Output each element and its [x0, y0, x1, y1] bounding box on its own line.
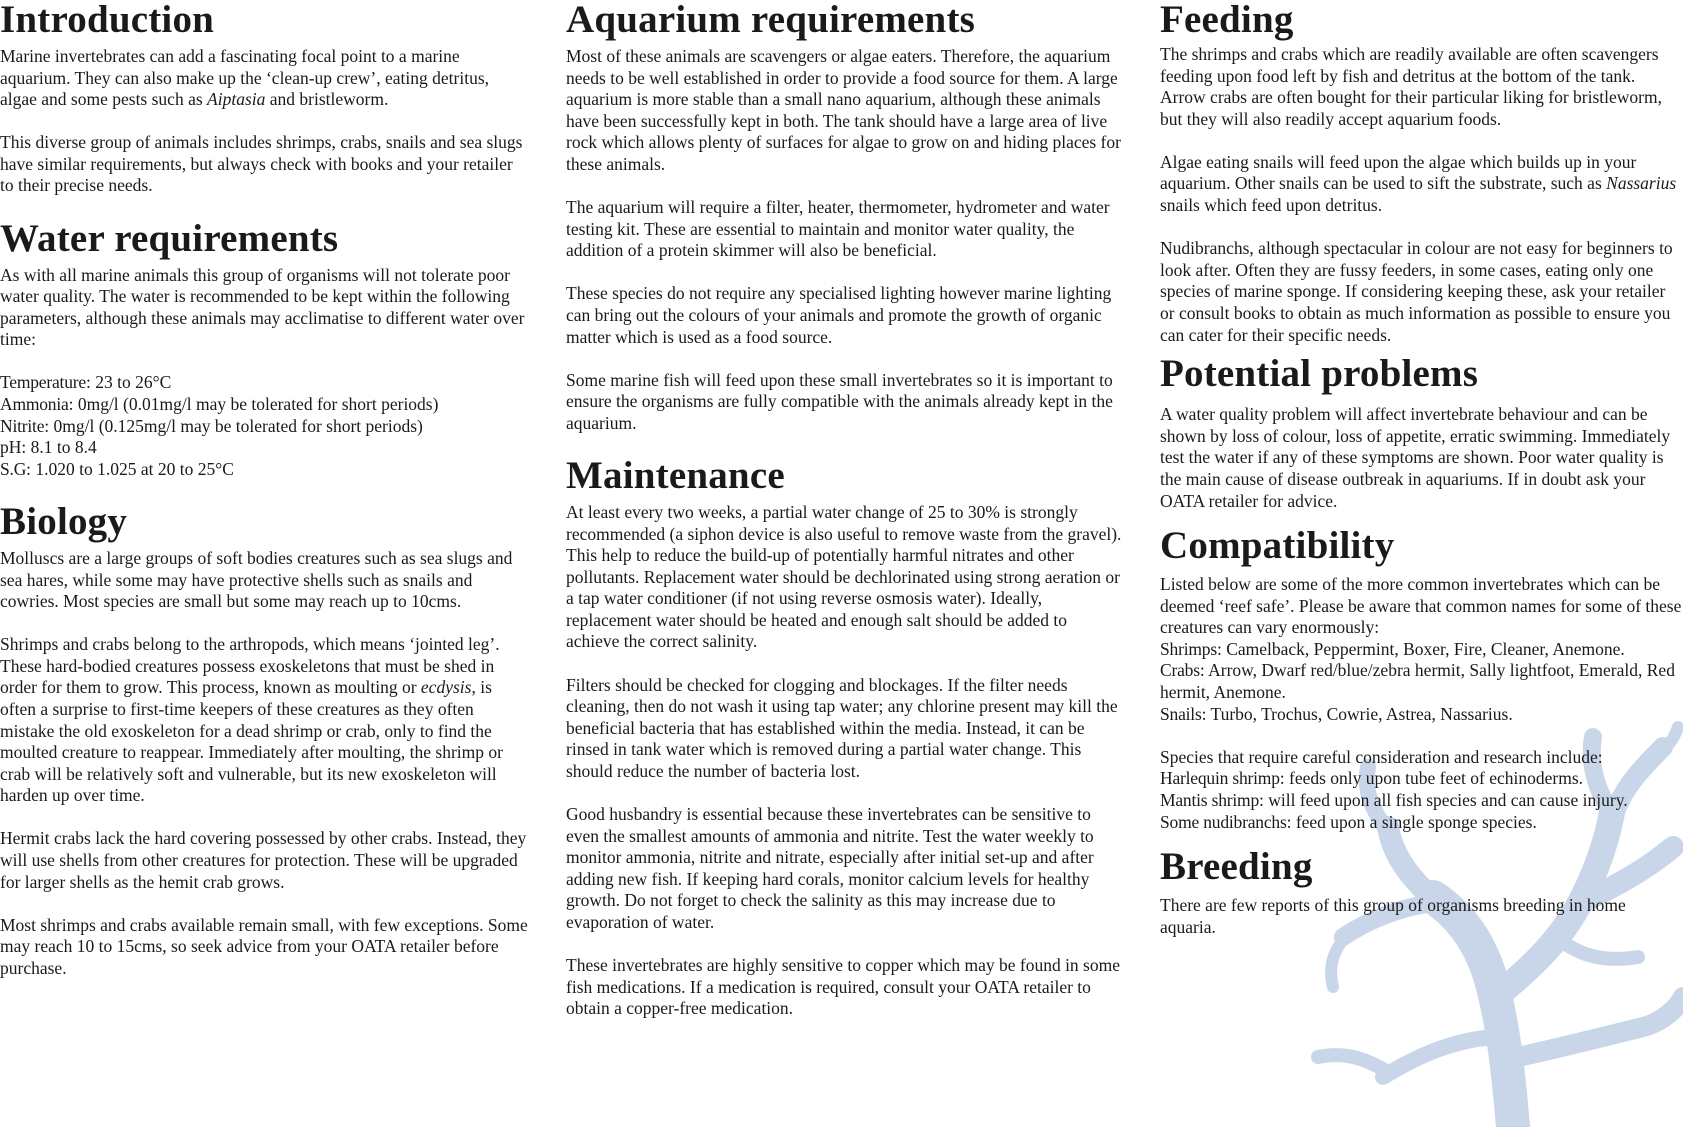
biology-section [0, 499, 530, 980]
column-left [0, 0, 530, 980]
reef-safe-snails: Snails: Turbo, Trochus, Cowrie, Astrea, Nassarius. [1160, 703, 1513, 724]
aquarium-requirements-section [566, 0, 1122, 434]
careful-nudibranchs: Some nudibranchs: feed upon a single sponge species. [1160, 811, 1537, 832]
biology-paragraph-3: Hermit crabs lack the hard covering possessed by other crabs. Instead, they will use shells from other creatures for protection. These will be upgraded for larger shells as the hemit crab grows. [0, 828, 527, 892]
reef-safe-shrimps: Shrimps: Camelback, Peppermint, Boxer, Fire, Cleaner, Anemone. [1160, 638, 1625, 659]
breeding-section [1160, 847, 1683, 938]
biology-heading: Biology [0, 499, 128, 543]
careful-mantis-shrimp: Mantis shrimp: will feed upon all fish species and can cause injury. [1160, 789, 1628, 810]
water-requirements-paragraph: As with all marine animals this group of organisms will not tolerate poor water quality. The water is recommended to be kept within the following parameters, although these animals may acclimatise to different water over time: [0, 264, 525, 350]
feeding-paragraph-2: Algae eating snails will feed upon the algae which builds up in your aquarium. Other snails can be used to sift the substrate, such as Nassarius snails which feed upon detritus. [1160, 151, 1677, 216]
column-middle [566, 0, 1122, 1020]
maintenance-paragraph-3: Good husbandry is essential because these invertebrates can be sensitive to even the smallest amounts of ammonia and nitrite. Test the water weekly to monitor ammonia, nitrite and nitrate, especially after initial set-up and after adding new fish. If keeping hard corals, monitor calcium levels for healthy growth. Do not forget to check the salinity as this may increase due to evaporation of water. [566, 804, 1094, 932]
reef-safe-list [1160, 639, 1683, 725]
feeding-paragraph-1: The shrimps and crabs which are readily available are often scavengers feeding upon food left by fish and detritus at the bottom of the tank. Arrow crabs are often bought for their particular liking for bristleworm, but they will also readily accept aquarium foods. [1160, 44, 1662, 129]
param-nitrite: Nitrite: 0mg/l (0.125mg/l may be tolerated for short periods) [0, 415, 423, 436]
param-ph: pH: 8.1 to 8.4 [0, 437, 97, 458]
biology-paragraph-2: Shrimps and crabs belong to the arthropods, which means ‘jointed leg’. These hard-bodied creatures possess exoskeletons that must be shed in order for them to grow. This process, known as moulting or ecdysis, is often a surprise to first-time keepers of these creatures as they often mistake the old exoskeleton for a dead shrimp or crab, only to find the moulted creature to reappear. Immediately after moulting, the shrimp or crab will be relatively soft and vulnerable, but its new exoskeleton will harden up over time. [0, 634, 503, 806]
water-requirements-heading: Water requirements [0, 216, 339, 260]
introduction-paragraph-2: This diverse group of animals includes shrimps, crabs, snails and sea slugs have similar requirements, but always check with books and your retailer to their precise needs. [0, 132, 523, 196]
potential-problems-heading: Potential problems [1160, 352, 1479, 396]
column-right [1160, 0, 1683, 938]
potential-problems-section [1160, 354, 1683, 512]
aquarium-paragraph-4: Some marine fish will feed upon these small invertebrates so it is important to ensure the organisms are fully compatible with the animals already kept in the aquarium. [566, 369, 1113, 433]
aquarium-paragraph-2: The aquarium will require a filter, heater, thermometer, hydrometer and water testing kit. These are essential to maintain and monitor water quality, the addition of a protein skimmer will also be beneficial. [566, 197, 1110, 261]
compatibility-paragraph-2: Species that require careful consideration and research include: [1160, 746, 1603, 767]
careful-species-list [1160, 768, 1683, 833]
breeding-paragraph: There are few reports of this group of organisms breeding in home aquaria. [1160, 895, 1626, 937]
careful-harlequin-shrimp: Harlequin shrimp: feeds only upon tube feet of echinoderms. [1160, 768, 1584, 789]
biology-paragraph-4: Most shrimps and crabs available remain small, with few exceptions. Some may reach 10 to 15cms, so seek advice from your OATA retailer before purchase. [0, 914, 528, 978]
introduction-paragraph-1: Marine invertebrates can add a fascinating focal point to a marine aquarium. They can also make up the ‘clean-up crew’, eating detritus, algae and some pests such as Aiptasia and bristleworm. [0, 46, 490, 110]
water-parameters-list [0, 372, 530, 480]
maintenance-paragraph-4: These invertebrates are highly sensitive to copper which may be found in some fish medications. If a medication is required, consult your OATA retailer to obtain a copper-free medication. [566, 955, 1121, 1019]
potential-problems-paragraph: A water quality problem will affect invertebrate behaviour and can be shown by loss of colour, loss of appetite, erratic swimming. Immediately test the water if any of these symptoms are shown. Poor water quality is the main cause of disease outbreak in aquariums. If in doubt ask your OATA retailer for advice. [1160, 404, 1671, 511]
compatibility-section [1160, 526, 1683, 833]
maintenance-heading: Maintenance [566, 453, 785, 497]
reef-safe-crabs: Crabs: Arrow, Dwarf red/blue/zebra hermit, Sally lightfoot, Emerald, Red hermit, Anemone. [1160, 660, 1675, 703]
biology-paragraph-1: Molluscs are a large groups of soft bodies creatures such as sea slugs and sea hares, while some may have protective shells such as snails and cowries. Most species are small but some may reach up to 10cms. [0, 547, 513, 612]
aquarium-requirements-heading: Aquarium requirements [566, 0, 976, 41]
feeding-heading: Feeding [1160, 0, 1294, 41]
compatibility-paragraph-1: Listed below are some of the more common invertebrates which can be deemed ‘reef safe’. Please be aware that common names for some of these creatures can vary enormously: [1160, 574, 1682, 638]
param-sg: S.G: 1.020 to 1.025 at 20 to 25°C [0, 458, 234, 479]
aquarium-paragraph-3: These species do not require any specialised lighting however marine lighting can bring out the colours of your animals and promote the growth of organic matter which is used as a food source. [566, 283, 1112, 347]
water-requirements-section [0, 216, 530, 481]
maintenance-section [566, 453, 1122, 1020]
param-ammonia: Ammonia: 0mg/l (0.01mg/l may be tolerated for short periods) [0, 394, 439, 415]
maintenance-paragraph-1: At least every two weeks, a partial water change of 25 to 30% is strongly recommended (a siphon device is also useful to remove waste from the gravel). This help to reduce the build-up of potentially harmful nitrates and other pollutants. Replacement water should be dechlorinated using strong aeration or a tap water conditioner (if not using reverse osmosis water). Ideally, replacement water should be heated and enough salt should be added to achieve the correct salinity. [566, 501, 1122, 652]
introduction-section [0, 0, 530, 197]
introduction-heading: Introduction [0, 0, 215, 41]
feeding-section [1160, 0, 1683, 346]
param-temperature: Temperature: 23 to 26°C [0, 372, 172, 393]
aquarium-paragraph-1: Most of these animals are scavengers or algae eaters. Therefore, the aquarium needs to be well established in order to provide a food source for them. A large aquarium is more stable than a small nano aquarium, although these animals have been successfully kept in both. The tank should have a large area of live rock which allows plenty of surfaces for algae to grow on and hiding places for these animals. [566, 46, 1121, 174]
breeding-heading: Breeding [1160, 845, 1313, 889]
compatibility-heading: Compatibility [1160, 524, 1395, 568]
maintenance-paragraph-2: Filters should be checked for clogging and blockages. If the filter needs cleaning, then do not wash it using tap water; any chlorine present may kill the beneficial bacteria that has established within the media. Instead, it can be rinsed in tank water which is removed during a partial water change. This should reduce the number of bacteria lost. [566, 674, 1118, 781]
feeding-paragraph-3: Nudibranchs, although spectacular in colour are not easy for beginners to look after. Often they are fussy feeders, in some cases, eating only one species of marine sponge. If considering keeping these, ask your retailer or consult books to obtain as much information as possible to ensure you can cater for their specific needs. [1160, 238, 1673, 345]
